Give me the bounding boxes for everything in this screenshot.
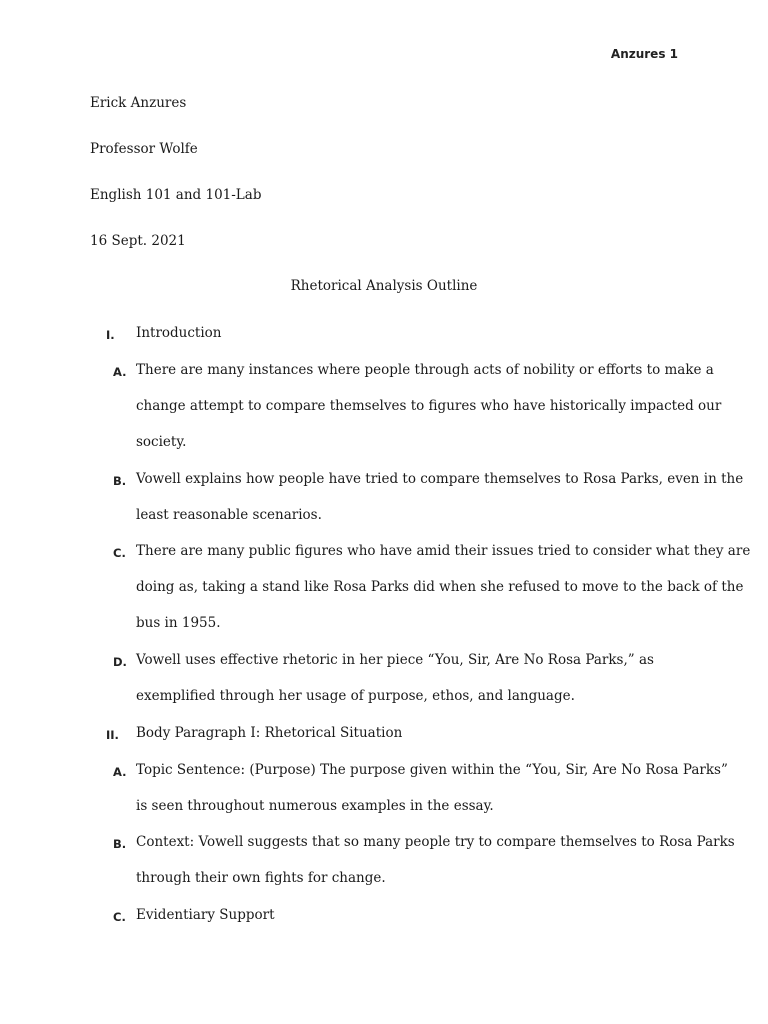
section-heading: Introduction xyxy=(136,325,222,341)
course-name: English 101 and 101-Lab xyxy=(90,187,262,203)
item-letter: C. xyxy=(113,910,126,924)
item-letter: B. xyxy=(113,837,127,851)
author-name: Erick Anzures xyxy=(90,95,187,111)
item-text-line: Topic Sentence: (Purpose) The purpose given within the “You, Sir, Are No Rosa Parks” xyxy=(136,762,728,778)
item-text-line: is seen throughout numerous examples in the essay. xyxy=(136,798,494,814)
item-letter: C. xyxy=(113,546,126,560)
item-text-line: exemplified through her usage of purpose, ethos, and language. xyxy=(136,688,575,704)
item-letter: B. xyxy=(113,474,127,488)
running-head: Anzures 1 xyxy=(610,47,678,61)
section-numeral: I. xyxy=(106,328,115,342)
item-text-line: There are many public figures who have amid their issues tried to consider what they are xyxy=(136,543,751,559)
item-text-line: Context: Vowell suggests that so many people try to compare themselves to Rosa Parks xyxy=(136,834,735,850)
professor-name: Professor Wolfe xyxy=(90,141,198,157)
item-letter: D. xyxy=(113,655,127,669)
item-text-line: change attempt to compare themselves to figures who have historically impacted our xyxy=(136,398,722,414)
item-text-line: Evidentiary Support xyxy=(136,907,275,923)
item-text-line: through their own fights for change. xyxy=(136,870,386,886)
item-text-line: Vowell uses effective rhetoric in her piece “You, Sir, Are No Rosa Parks,” as xyxy=(136,652,654,668)
section-numeral: II. xyxy=(106,728,119,742)
item-text-line: doing as, taking a stand like Rosa Parks did when she refused to move to the back of the xyxy=(136,579,744,595)
document-title: Rhetorical Analysis Outline xyxy=(290,278,478,294)
item-text-line: Vowell explains how people have tried to compare themselves to Rosa Parks, even in the xyxy=(136,471,744,487)
item-text-line: least reasonable scenarios. xyxy=(136,507,322,523)
item-text-line: There are many instances where people through acts of nobility or efforts to make a xyxy=(136,362,714,378)
document-date: 16 Sept. 2021 xyxy=(90,233,186,249)
item-text-line: society. xyxy=(136,434,187,450)
item-letter: A. xyxy=(113,365,127,379)
item-text-line: bus in 1955. xyxy=(136,615,221,631)
section-heading: Body Paragraph I: Rhetorical Situation xyxy=(136,725,403,741)
item-letter: A. xyxy=(113,765,127,779)
